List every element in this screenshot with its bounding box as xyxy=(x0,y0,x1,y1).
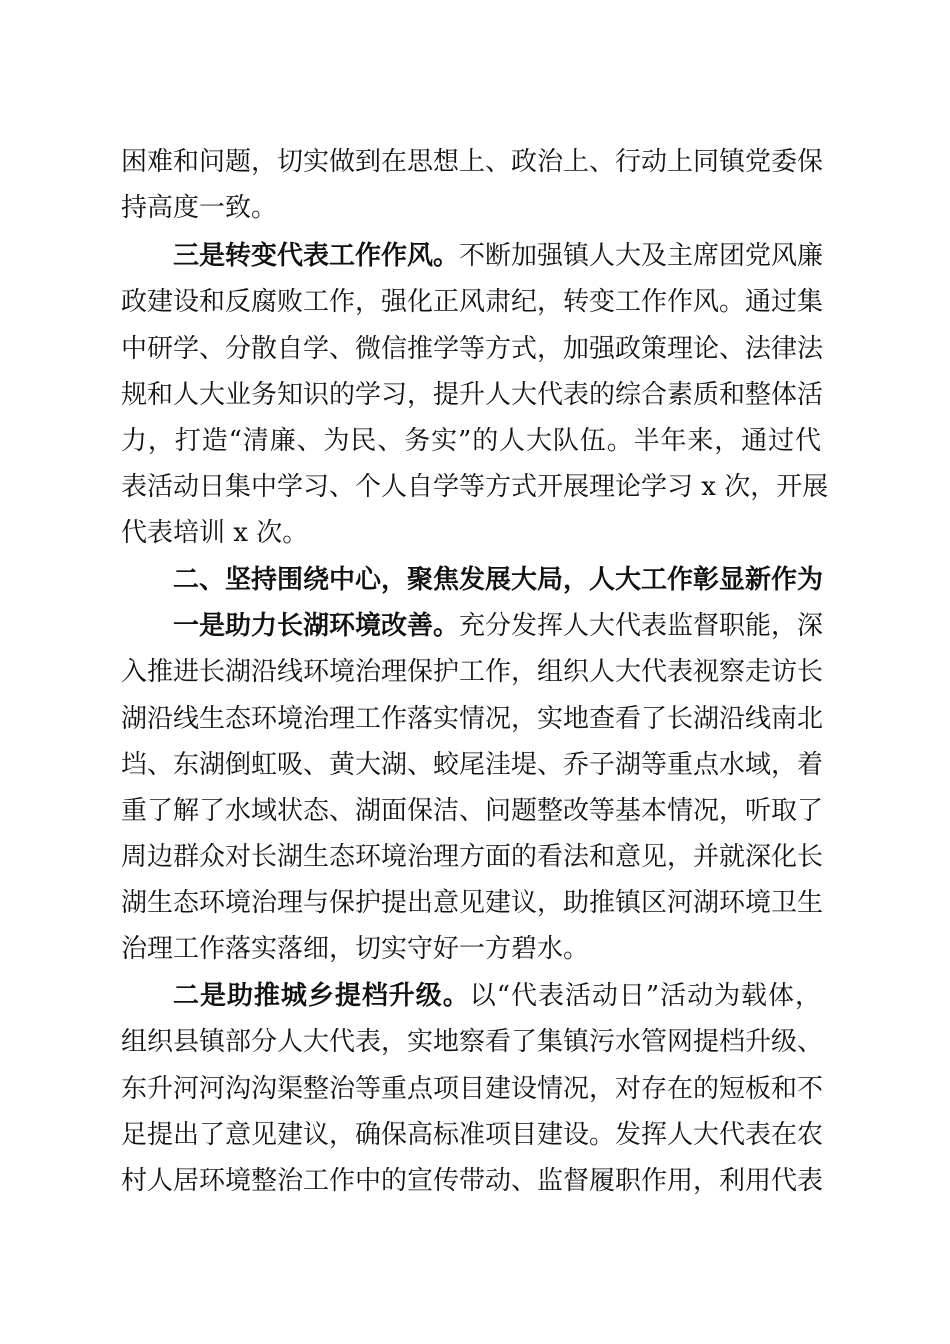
text-line: 规和人大业务知识的学习，提升人大代表的综合素质和整体活 xyxy=(121,380,824,410)
text-line: 中研学、分散自学、微信推学等方式，加强政策理论、法律法 xyxy=(121,334,824,364)
paragraph-lead: 一是助力长湖环境改善。 xyxy=(173,611,460,641)
text-line: 入推进长湖沿线环境治理保护工作，组织人大代表视察走访长 xyxy=(121,657,824,687)
text-line: 持高度一致。 xyxy=(121,193,278,223)
text-line: 重了解了水域状态、湖面保洁、问题整改等基本情况，听取了 xyxy=(121,796,824,826)
paragraph-lead: 二是助推城乡提档升级。 xyxy=(173,981,470,1011)
text-line: 周边群众对长湖生态环境治理方面的看法和意见，并就深化长 xyxy=(121,842,824,872)
text-line: 东升河河沟沟渠整治等重点项目建设情况，对存在的短板和不 xyxy=(121,1074,824,1104)
text-line: 治理工作落实落细，切实守好一方碧水。 xyxy=(121,934,590,964)
paragraph-first-line xyxy=(173,603,824,649)
section-heading: 二、坚持围绕中心，聚焦发展大局，人大工作彰显新作为 xyxy=(173,565,824,595)
text-line: 表活动日集中学习、个人自学等方式开展理论学习 x 次，开展 xyxy=(121,472,829,502)
text-line: 垱、东湖倒虹吸、黄大湖、蛟尾洼堤、乔子湖等重点水域，着 xyxy=(121,750,824,780)
paragraph-text: 不断加强镇人大及主席团党风廉 xyxy=(459,241,824,271)
text-line: 组织县镇部分人大代表，实地察看了集镇污水管网提档升级、 xyxy=(121,1027,824,1057)
paragraph-first-line xyxy=(173,233,824,279)
paragraph-lead: 三是转变代表工作作风。 xyxy=(173,241,460,271)
paragraph-first-line xyxy=(173,973,821,1019)
text-line: 足提出了意见建议，确保高标准项目建设。发挥人大代表在农 xyxy=(121,1120,824,1150)
paragraph-text: 充分发挥人大代表监督职能，深 xyxy=(459,611,824,641)
text-line: 政建设和反腐败工作，强化正风肃纪，转变工作作风。通过集 xyxy=(121,287,824,317)
text-line: 代表培训 x 次。 xyxy=(121,518,309,548)
paragraph-text: 以“代表活动日”活动为载体， xyxy=(469,981,821,1011)
text-line: 力，打造“清廉、为民、务实”的人大队伍。半年来，通过代 xyxy=(121,426,821,456)
text-line: 湖沿线生态环境治理工作落实情况，实地查看了长湖沿线南北 xyxy=(121,704,824,734)
text-line: 困难和问题，切实做到在思想上、政治上、行动上同镇党委保 xyxy=(121,147,824,177)
text-line: 湖生态环境治理与保护提出意见建议，助推镇区河湖环境卫生 xyxy=(121,888,824,918)
text-line: 村人居环境整治工作中的宣传带动、监督履职作用，利用代表 xyxy=(121,1166,824,1196)
